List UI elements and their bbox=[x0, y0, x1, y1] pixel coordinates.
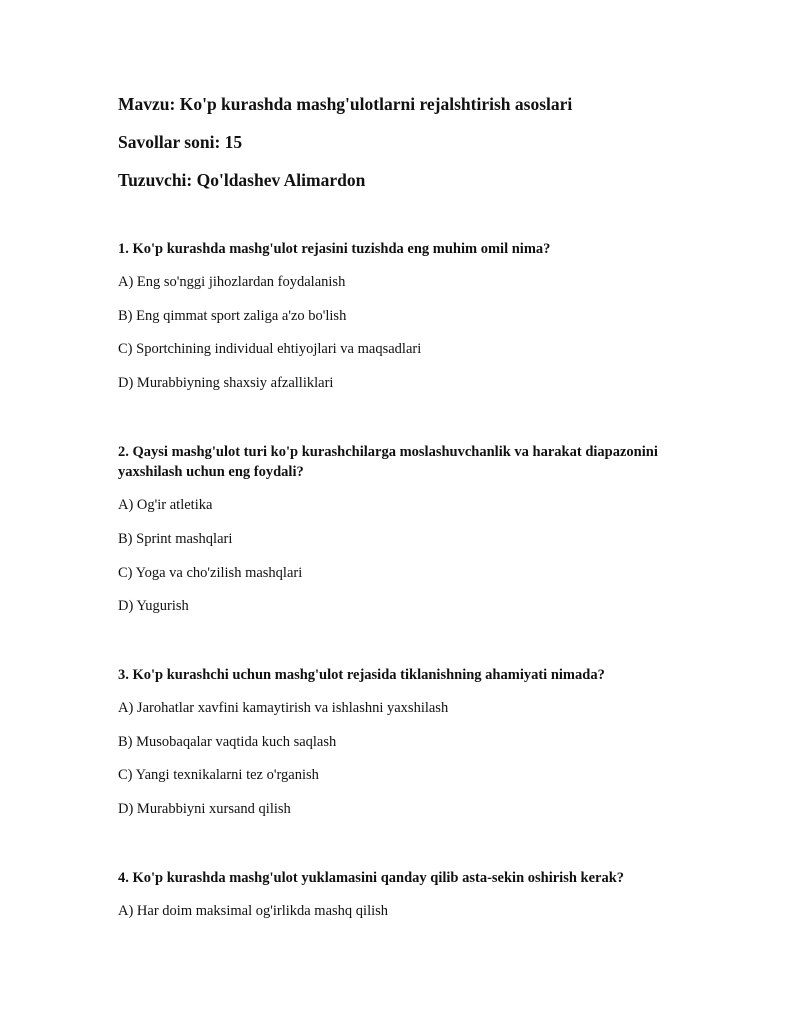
question-4-option-a: A) Har doim maksimal og'irlikda mashq qilish bbox=[118, 903, 389, 919]
question-1-option-a: A) Eng so'nggi jihozlardan foydalanish bbox=[118, 274, 346, 290]
question-1-option-b: B) Eng qimmat sport zaliga a'zo bo'lish bbox=[118, 308, 347, 324]
question-1-option-d: D) Murabbiyning shaxsiy afzalliklari bbox=[118, 375, 334, 391]
question-3-option-a: A) Jarohatlar xavfini kamaytirish va ishlashni yaxshilash bbox=[118, 700, 449, 716]
question-2-option-b: B) Sprint mashqlari bbox=[118, 531, 233, 547]
question-3-option-b: B) Musobaqalar vaqtida kuch saqlash bbox=[118, 734, 337, 750]
question-1-text: 1. Ko'p kurashda mashg'ulot rejasini tuzishda eng muhim omil nima? bbox=[118, 241, 551, 257]
question-3-option-d: D) Murabbiyni xursand qilish bbox=[118, 801, 291, 817]
topic-heading: Mavzu: Ko'p kurashda mashg'ulotlarni rejalshtirish asoslari bbox=[118, 94, 573, 114]
question-count-heading: Savollar soni: 15 bbox=[118, 132, 243, 152]
question-2-option-a: A) Og'ir atletika bbox=[118, 497, 213, 513]
question-1-option-c: C) Sportchining individual ehtiyojlari va maqsadlari bbox=[118, 341, 422, 357]
question-4-text: 4. Ko'p kurashda mashg'ulot yuklamasini qanday qilib asta-sekin oshirish kerak? bbox=[118, 870, 625, 886]
author-heading: Tuzuvchi: Qo'ldashev Alimardon bbox=[118, 170, 366, 190]
question-3-text: 3. Ko'p kurashchi uchun mashg'ulot rejasida tiklanishning ahamiyati nimada? bbox=[118, 667, 605, 683]
question-3-option-c: C) Yangi texnikalarni tez o'rganish bbox=[118, 767, 319, 783]
question-2-text: 2. Qaysi mashg'ulot turi ko'p kurashchilarga moslashuvchanlik va harakat diapazonini yaxshilash uchun eng foydali? bbox=[118, 444, 658, 480]
question-2-option-c: C) Yoga va cho'zilish mashqlari bbox=[118, 565, 303, 581]
question-2-option-d: D) Yugurish bbox=[118, 598, 189, 614]
